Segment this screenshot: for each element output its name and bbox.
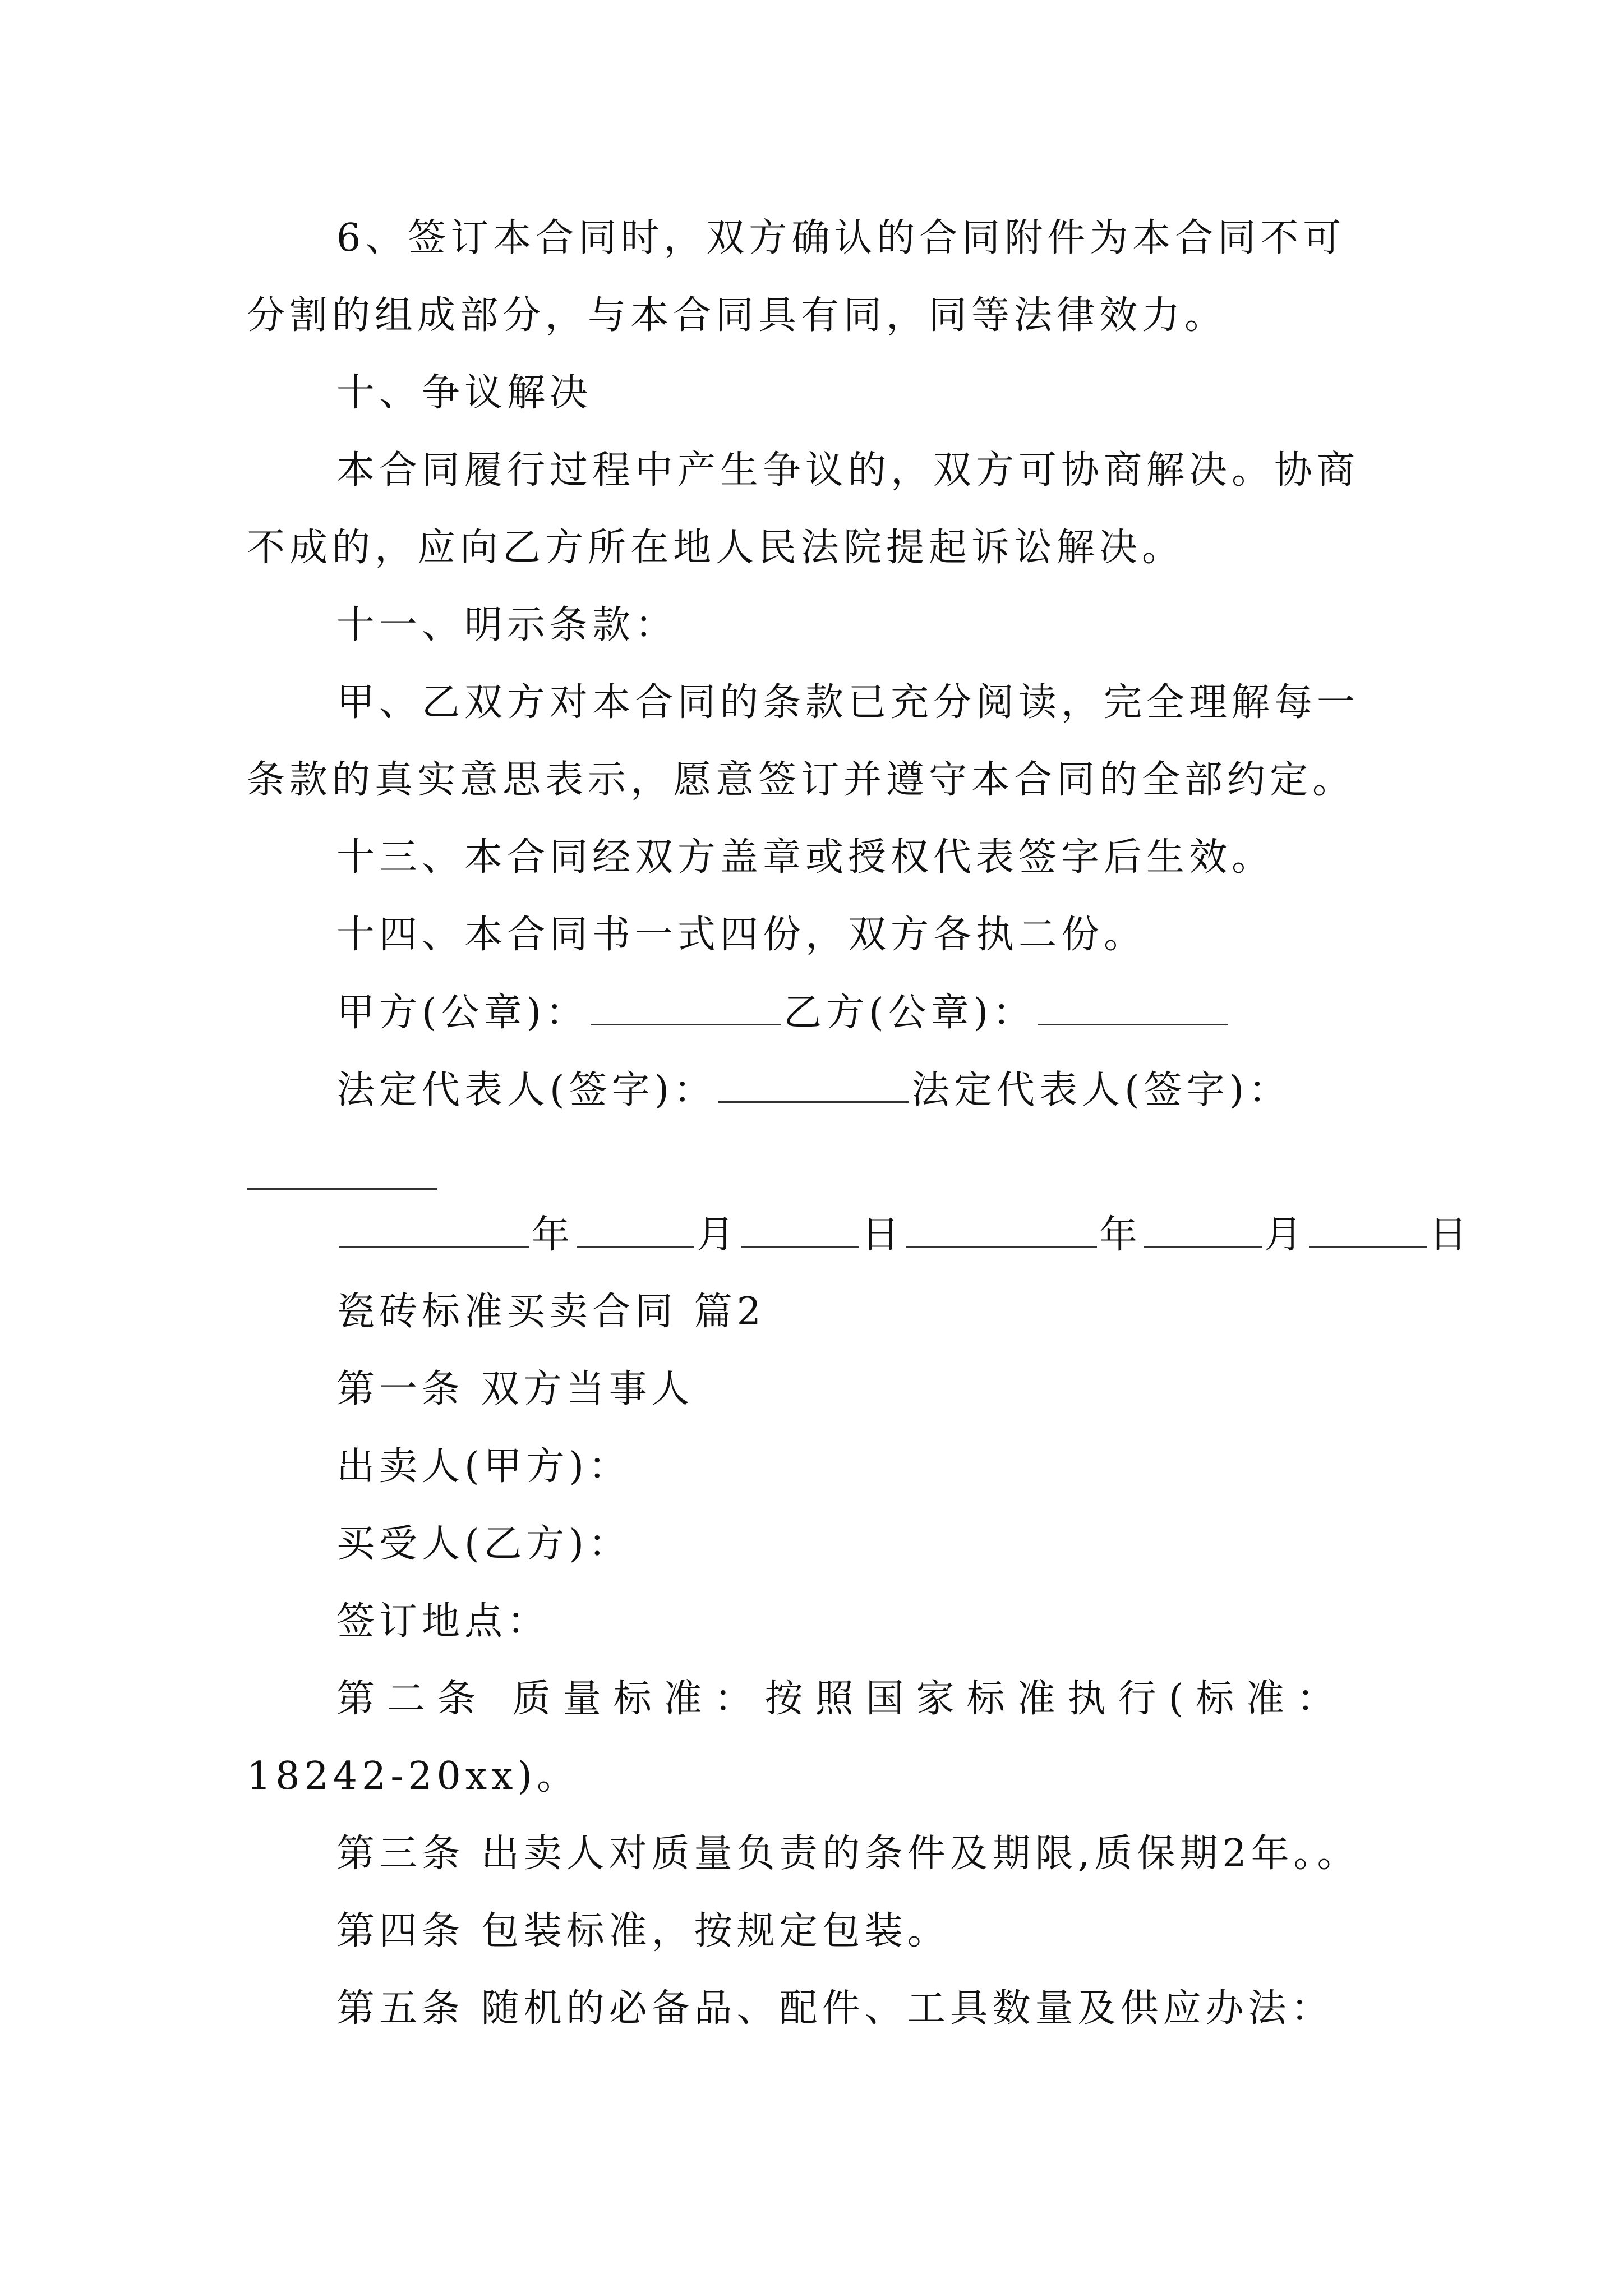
- party-b-seal-label: 乙方(公章)：: [783, 991, 1036, 1035]
- date-a-day-blank: [741, 1212, 859, 1248]
- date-b-day: 日: [1429, 1213, 1472, 1257]
- section-14: 十四、本合同书一式四份，双方各执二份。: [336, 913, 1147, 957]
- part-2-title: 瓷砖标准买卖合同 篇2: [336, 1290, 766, 1334]
- buyer-label: 买受人(乙方)：: [336, 1522, 631, 1566]
- article-4: 第四条 包装标准，按规定包装。: [336, 1909, 950, 1953]
- article-2-line-1: 第二条 质量标准：按照国家标准执行(标准：: [336, 1677, 1348, 1721]
- legal-rep-line: [336, 1068, 1291, 1113]
- signing-place-label: 签订地点：: [336, 1599, 550, 1644]
- article-1: 第一条 双方当事人: [336, 1367, 694, 1411]
- date-b-month-blank: [1144, 1212, 1262, 1248]
- party-a-seal-label: 甲方(公章)：: [336, 991, 589, 1035]
- date-a-year: 年: [532, 1213, 575, 1257]
- date-line: [336, 1212, 1472, 1258]
- para-6-line-2: 分割的组成部分，与本合同具有同，同等法律效力。: [247, 293, 1228, 338]
- date-b-day-blank: [1309, 1212, 1427, 1248]
- date-a-day: 日: [861, 1213, 905, 1257]
- legal-rep-b-label: 法定代表人(签字)：: [911, 1068, 1292, 1112]
- seal-line: [336, 990, 1230, 1036]
- section-11-line-1: 甲、乙双方对本合同的条款已充分阅读，完全理解每一: [336, 680, 1360, 725]
- article-3: 第三条 出卖人对质量负责的条件及期限,质保期2年。。: [336, 1832, 1360, 1876]
- section-10-heading: 十、争议解决: [336, 371, 593, 415]
- section-11-line-2: 条款的真实意思表示，愿意签订并遵守本合同的全部约定。: [247, 758, 1355, 802]
- para-6-line-1: 6、签订本合同时，双方确认的合同附件为本合同不可: [336, 216, 1346, 260]
- seller-label: 出卖人(甲方)：: [336, 1444, 631, 1489]
- article-2-line-2: 18242-20xx)。: [247, 1754, 580, 1798]
- date-b-year-blank: [906, 1212, 1097, 1248]
- legal-rep-a-blank: [718, 1068, 909, 1103]
- section-11-heading: 十一、明示条款：: [336, 603, 678, 647]
- legal-rep-a-label: 法定代表人(签字)：: [336, 1068, 717, 1112]
- date-b-year: 年: [1099, 1213, 1142, 1257]
- section-10-line-2: 不成的，应向乙方所在地人民法院提起诉讼解决。: [247, 526, 1185, 570]
- date-b-month: 月: [1264, 1213, 1307, 1257]
- party-b-seal-blank: [1038, 990, 1228, 1025]
- section-13: 十三、本合同经双方盖章或授权代表签字后生效。: [336, 835, 1275, 880]
- legal-rep-b-blank: [247, 1188, 437, 1190]
- section-10-line-1: 本合同履行过程中产生争议的，双方可协商解决。协商: [336, 448, 1360, 493]
- article-5: 第五条 随机的必备品、配件、工具数量及供应办法：: [336, 1986, 1334, 2031]
- party-a-seal-blank: [591, 990, 781, 1025]
- date-a-month: 月: [697, 1213, 740, 1257]
- date-a-month-blank: [577, 1212, 694, 1248]
- date-a-year-blank: [339, 1212, 529, 1248]
